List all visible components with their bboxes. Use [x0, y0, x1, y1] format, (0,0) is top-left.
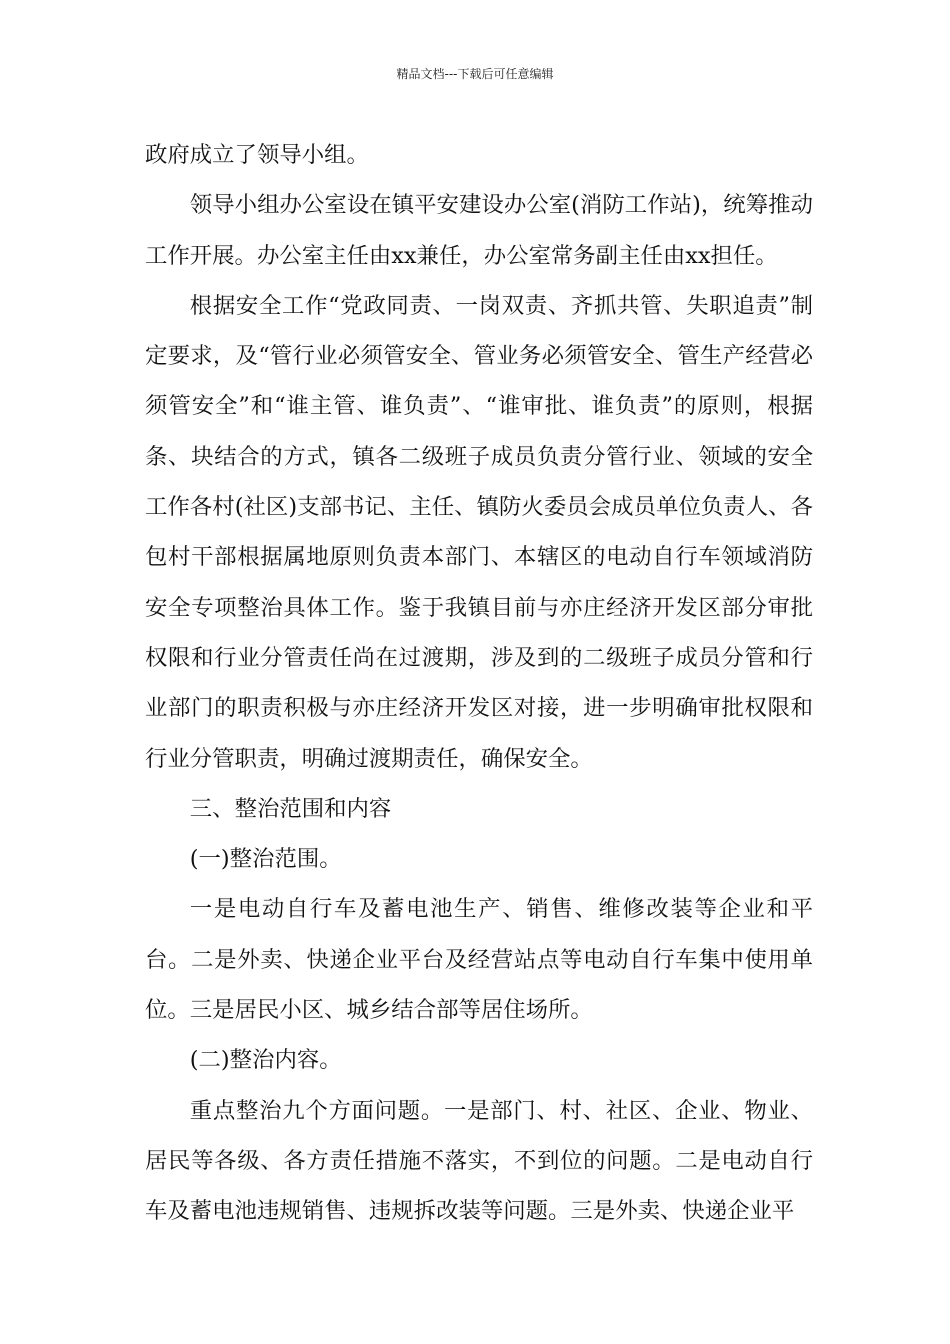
paragraph-content: 重点整治九个方面问题。一是部门、村、社区、企业、物业、居民等各级、各方责任措施不落实，不到位的问题。二是电动自行车及蓄电池违规销售、违规拆改装等问题。三是外卖、快递企业平 [145, 1097, 813, 1225]
page-header: 精品文档---下载后可任意编辑 [396, 67, 554, 81]
paragraph-1: 政府成立了领导小组。 [145, 142, 369, 168]
section-heading-3: 三、整治范围和内容 [189, 795, 392, 822]
document-body [145, 130, 813, 1237]
subheading-scope: (一)整治范围。 [189, 846, 342, 873]
paragraph-scope: 一是电动自行车及蓄电池生产、销售、维修改装等企业和平台。二是外卖、快递企业平台及经营站点等电动自行车集中使用单位。三是居民小区、城乡结合部等居住场所。 [145, 896, 813, 1024]
paragraph-2: 领导小组办公室设在镇平安建设办公室(消防工作站)，统筹推动工作开展。办公室主任由xx兼任，办公室常务副主任由xx担任。 [145, 192, 813, 269]
paragraph-3: 根据安全工作“党政同责、一岗双责、齐抓共管、失职追责”制定要求，及“管行业必须管安全、管业务必须管安全、管生产经营必须管安全”和“谁主管、谁负责”、“谁审批、谁负责”的原则，根据条、块结合的方式，镇各二级班子成员负责分管行业、领域的安全工作各村(社区)支部书记、主任、镇防火委员会成员单位负责人、各包村干部根据属地原则负责本部门、本辖区的电动自行车领域消防安全专项整治具体工作。鉴于我镇目前与亦庄经济开发区部分审批权限和行业分管责任尚在过渡期，涉及到的二级班子成员分管和行业部门的职责积极与亦庄经济开发区对接，进一步明确审批权限和行业分管职责，明确过渡期责任，确保安全。 [145, 292, 813, 772]
subheading-content: (二)整治内容。 [189, 1047, 342, 1074]
